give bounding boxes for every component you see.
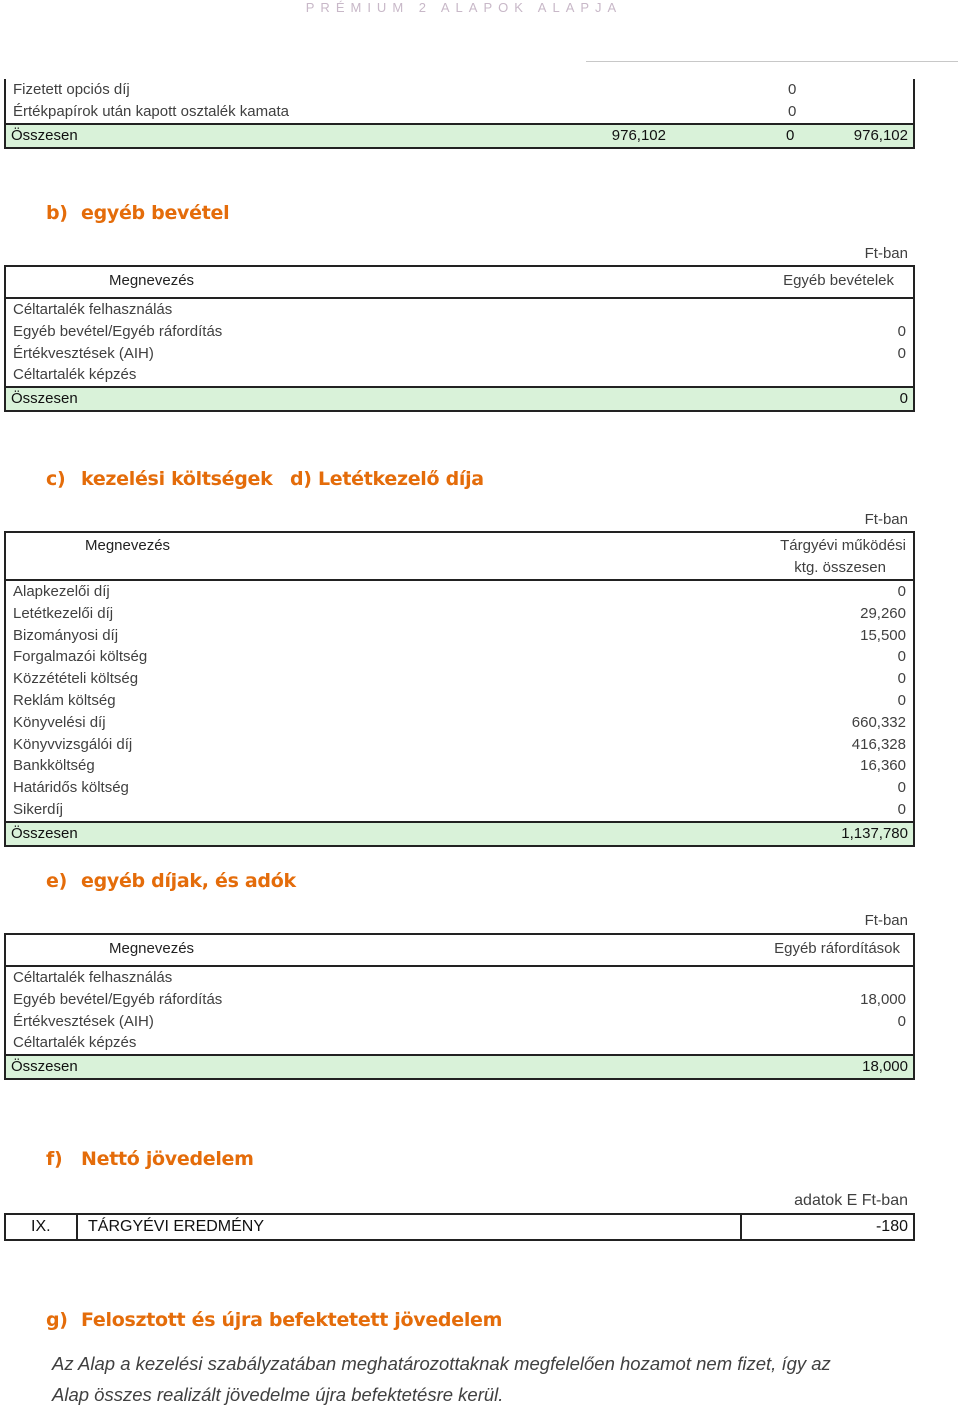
table-row (4, 799, 915, 821)
header-value: Egyéb bevételek (783, 272, 894, 289)
row-value: 660,332 (851, 713, 906, 731)
paragraph-line-2: Alap összes realizált jövedelme újra befektetésre kerül. (52, 1384, 504, 1405)
row-value: 15,500 (860, 626, 906, 644)
row-value: 416,328 (851, 735, 906, 753)
header-value-line2: ktg. összesen (794, 559, 886, 576)
total-value-1: 976,102 (611, 127, 666, 144)
row-label: Egyéb bevétel/Egyéb ráfordítás (13, 322, 223, 340)
row-value: 0 (897, 779, 906, 797)
row-value: 0 (897, 1012, 906, 1030)
table-row (4, 101, 915, 123)
section-title: egyéb bevétel (81, 202, 230, 224)
row-label: Könyvvizsgálói díj (13, 735, 133, 753)
header-name: Megnevezés (109, 940, 195, 957)
row-label: Bizományosi díj (13, 626, 119, 644)
row-value: 0 (897, 344, 906, 362)
table-row (4, 777, 915, 799)
table-row (4, 712, 915, 734)
cell-divider (76, 1215, 78, 1239)
result-row (4, 1213, 915, 1241)
total-label: Összesen (11, 390, 78, 408)
section-c-heading (46, 468, 272, 490)
table-row (4, 581, 915, 603)
section-letter: c) (46, 468, 66, 490)
table-row (4, 1011, 915, 1033)
table-row (4, 967, 915, 989)
row-label: Könyvelési díj (13, 713, 106, 731)
row-label: Közzétételi költség (13, 670, 139, 688)
unit-label: Ft-ban (864, 912, 908, 929)
section-g-heading (46, 1309, 502, 1331)
header-value: Egyéb ráfordítások (774, 940, 900, 957)
header-value-line1: Tárgyévi működési (780, 537, 906, 554)
section-e-heading (46, 870, 296, 892)
row-value: 0 (897, 670, 906, 688)
table-row (4, 668, 915, 690)
row-value: 18,000 (860, 990, 906, 1008)
section-title: egyéb díjak, és adók (81, 870, 296, 892)
total-row (4, 386, 915, 412)
table-header (4, 265, 915, 299)
table-header (4, 531, 915, 581)
row-label: Céltartalék felhasználás (13, 301, 173, 318)
total-label: Összesen (11, 127, 78, 144)
header-name: Megnevezés (109, 272, 195, 289)
table-row (4, 734, 915, 756)
table-row (4, 321, 915, 343)
row-value: 16,360 (860, 757, 906, 775)
row-label: Egyéb bevétel/Egyéb ráfordítás (13, 990, 223, 1008)
document-header-title: PRÉMIUM 2 ALAPOK ALAPJA (305, 0, 623, 15)
row-value: 0 (788, 81, 797, 98)
row-value: 0 (897, 322, 906, 340)
paragraph-g (52, 1348, 912, 1410)
row-label: Céltartalék felhasználás (13, 969, 173, 986)
table-row (4, 625, 915, 647)
row-label: Értékvesztések (AIH) (13, 1012, 154, 1030)
row-label: Határidős költség (13, 779, 129, 797)
row-label: Alapkezelői díj (13, 583, 110, 600)
result-label: TÁRGYÉVI EREDMÉNY (88, 1218, 265, 1235)
section-letter: e) (46, 870, 67, 892)
result-value: -180 (875, 1218, 908, 1235)
total-row (4, 1054, 915, 1080)
row-label: Letétkezelői díj (13, 604, 114, 622)
row-label: Sikerdíj (13, 800, 64, 818)
table-row (4, 989, 915, 1011)
row-value: 0 (897, 800, 906, 818)
table-c (4, 531, 915, 847)
section-b-heading (46, 202, 229, 224)
row-value: 29,260 (860, 604, 906, 622)
total-value-3: 976,102 (853, 127, 908, 144)
section-d-heading: d) Letétkezelő díja (290, 468, 484, 490)
total-row (4, 123, 915, 149)
row-label: Reklám költség (13, 691, 116, 709)
paragraph-line-1: Az Alap a kezelési szabályzatában meghatározottaknak megfelelően hozamot nem fizet, így az (52, 1353, 831, 1374)
total-value: 0 (899, 390, 908, 408)
table-row (4, 79, 915, 101)
table-a (4, 79, 915, 149)
cell-divider (740, 1215, 742, 1239)
unit-label: adatok E Ft-ban (794, 1192, 908, 1209)
section-title: Nettó jövedelem (81, 1148, 254, 1170)
row-label: Bankköltség (13, 757, 95, 775)
unit-label: Ft-ban (864, 245, 908, 262)
table-row (4, 603, 915, 625)
row-value: 0 (897, 691, 906, 709)
total-row (4, 821, 915, 847)
row-label: Céltartalék képzés (13, 1034, 137, 1052)
header-divider (586, 61, 958, 62)
table-row (4, 646, 915, 668)
table-header (4, 933, 915, 967)
section-letter: f) (46, 1148, 63, 1170)
table-b (4, 265, 915, 412)
table-row (4, 755, 915, 777)
section-title: kezelési költségek (81, 468, 273, 490)
row-label: Értékpapírok után kapott osztalék kamata (13, 103, 289, 120)
section-letter: g) (46, 1309, 68, 1331)
row-label: Fizetett opciós díj (13, 81, 130, 98)
total-value: 18,000 (862, 1058, 908, 1076)
roman-numeral: IX. (31, 1218, 51, 1235)
row-value: 0 (788, 103, 797, 120)
table-e (4, 933, 915, 1080)
row-label: Forgalmazói költség (13, 648, 148, 666)
row-value: 0 (897, 583, 906, 600)
section-f-heading (46, 1148, 254, 1170)
row-label: Értékvesztések (AIH) (13, 344, 154, 362)
table-row (4, 364, 915, 386)
header-name: Megnevezés (85, 537, 171, 554)
row-value: 0 (897, 648, 906, 666)
total-label: Összesen (11, 1058, 78, 1076)
total-value-2: 0 (786, 127, 795, 144)
section-letter: b) (46, 202, 68, 224)
row-label: Céltartalék képzés (13, 366, 137, 384)
table-row (4, 299, 915, 321)
table-row (4, 343, 915, 365)
section-title: Felosztott és újra befektetett jövedelem (81, 1309, 503, 1331)
total-label: Összesen (11, 824, 78, 842)
table-row (4, 690, 915, 712)
table-row (4, 1032, 915, 1054)
unit-label: Ft-ban (864, 511, 908, 528)
total-value: 1,137,780 (841, 824, 908, 842)
